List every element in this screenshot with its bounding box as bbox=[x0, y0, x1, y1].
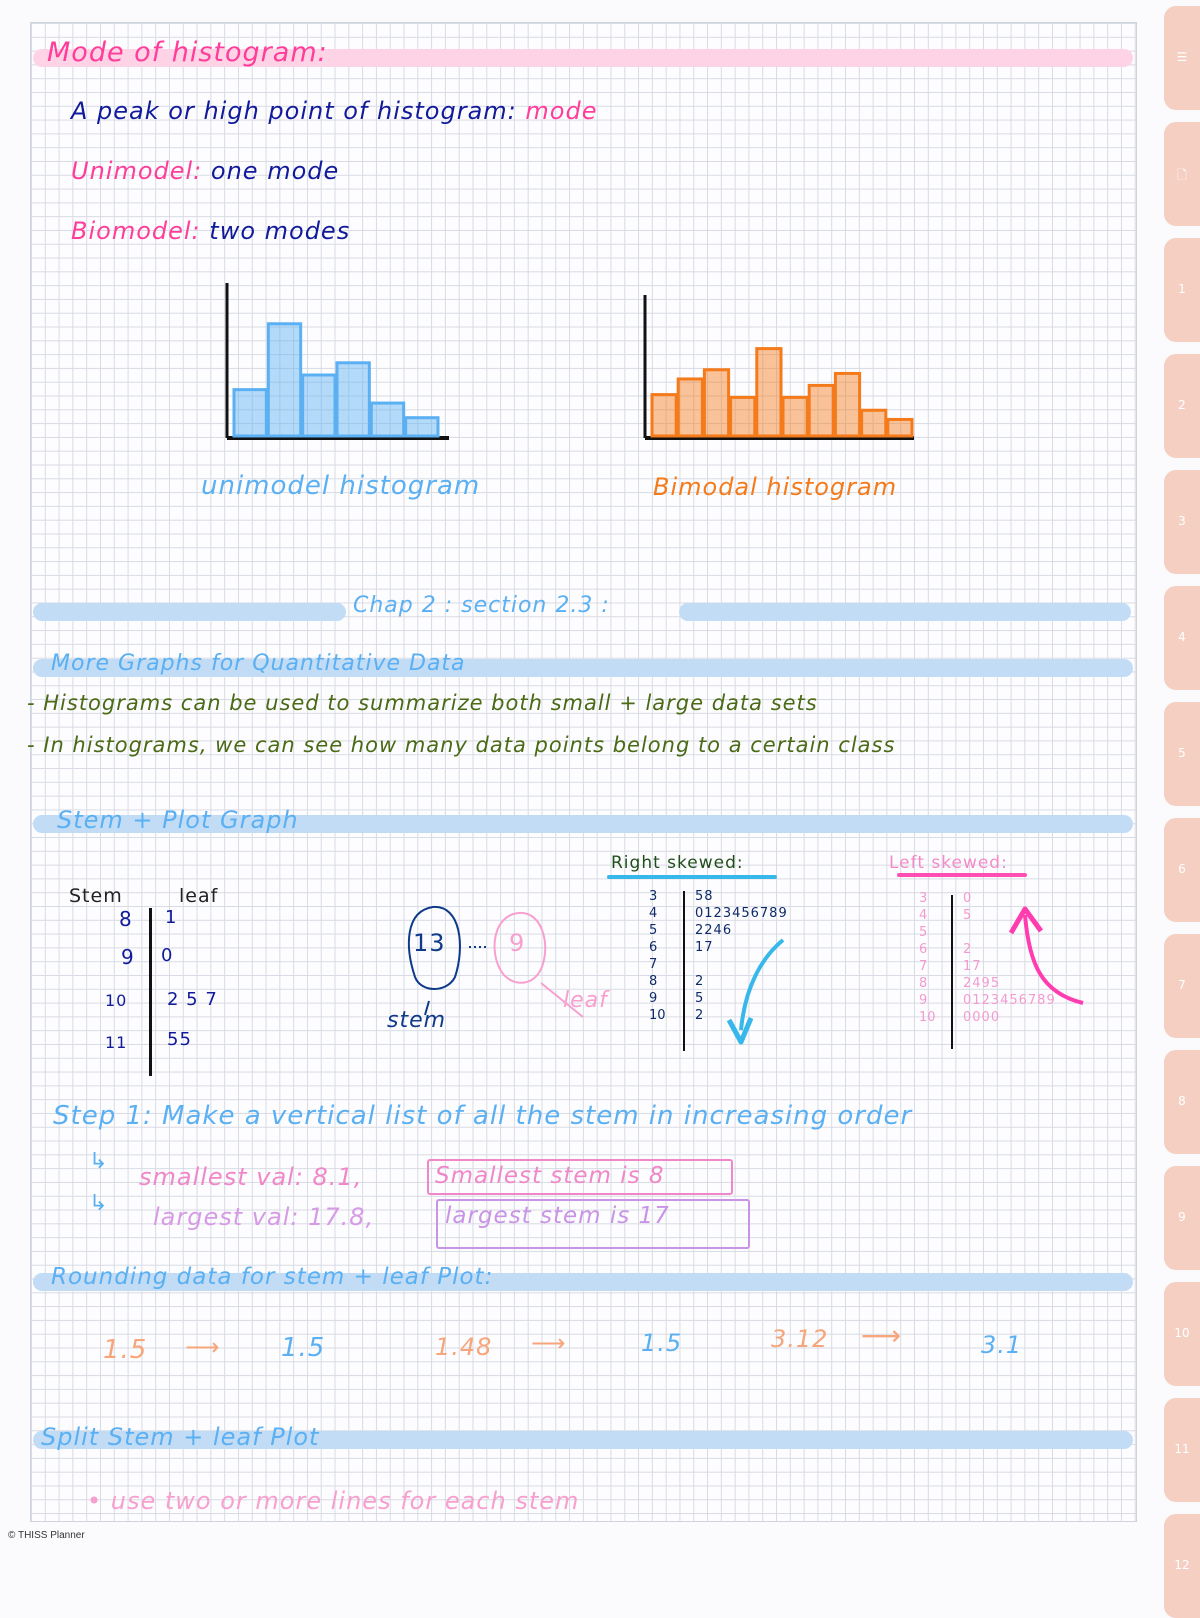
month-tab-2[interactable] bbox=[1164, 354, 1200, 458]
example-stem: 13 bbox=[413, 929, 446, 957]
tab-label: 12 bbox=[1174, 1558, 1190, 1572]
tab-label: 3 bbox=[1178, 514, 1186, 528]
split-heading: Split Stem + leaf Plot bbox=[41, 1423, 320, 1451]
bullet-term: mode bbox=[525, 97, 598, 125]
stem-cell: 8 bbox=[919, 976, 928, 991]
stem-cell: 6 bbox=[649, 940, 658, 955]
bullet-text: one mode bbox=[210, 157, 340, 185]
leaf-cell: 0 bbox=[161, 945, 174, 966]
leaf-cell: 2495 bbox=[963, 976, 1001, 991]
smallest-stem: Smallest stem is 8 bbox=[435, 1163, 665, 1189]
histogram-bar bbox=[862, 410, 886, 436]
rounding-heading: Rounding data for stem + leaf Plot: bbox=[51, 1264, 494, 1290]
histogram-bar bbox=[704, 370, 728, 436]
section-title: Chap 2 : section 2.3 : bbox=[353, 593, 610, 618]
leaf-cell: 55 bbox=[167, 1029, 192, 1050]
stem-cell: 10 bbox=[649, 1008, 666, 1023]
month-tab-12[interactable] bbox=[1164, 1514, 1200, 1618]
stem-divider bbox=[149, 908, 152, 1076]
right-skewed-divider bbox=[683, 891, 685, 1051]
round-from: 1.48 bbox=[435, 1333, 493, 1361]
notebook-page bbox=[27, 22, 1137, 1522]
leaf-cell: 5 bbox=[695, 991, 705, 1006]
histogram-bar bbox=[809, 385, 833, 436]
month-tab-11[interactable] bbox=[1164, 1398, 1200, 1502]
largest-stem: largest stem is 17 bbox=[445, 1203, 670, 1229]
histogram-bar bbox=[757, 349, 781, 436]
note-line-2: - In histograms, we can see how many data points belong to a certain class bbox=[27, 733, 896, 757]
arrow-glyph: ↳ bbox=[89, 1149, 109, 1174]
histogram-bar bbox=[652, 395, 676, 436]
tab-label: 1 bbox=[1178, 282, 1186, 296]
section-bar-left bbox=[33, 603, 346, 621]
stem-cell: 10 bbox=[105, 991, 128, 1010]
stem-cell: 11 bbox=[105, 1033, 128, 1052]
page-title: Mode of histogram: bbox=[47, 37, 328, 68]
month-tab-5[interactable] bbox=[1164, 702, 1200, 806]
round-arrow: ⟶ bbox=[531, 1329, 567, 1357]
leaf-cell: 2 5 7 bbox=[167, 989, 218, 1010]
tab-label: 8 bbox=[1178, 1094, 1186, 1108]
left-skewed-title: Left skewed: bbox=[889, 853, 1008, 873]
stem-cell: 9 bbox=[649, 991, 658, 1006]
histogram-bar bbox=[268, 324, 300, 436]
tab-label: 6 bbox=[1178, 862, 1186, 876]
menu-icon: ☰ bbox=[1176, 50, 1188, 64]
leaf-cell: 0 bbox=[963, 891, 973, 906]
histogram-bar bbox=[731, 397, 755, 436]
tab-label: 4 bbox=[1178, 630, 1186, 644]
bullet-term: Biomodel: bbox=[71, 217, 201, 245]
histogram-bar bbox=[337, 363, 369, 436]
example-leaf: 9 bbox=[509, 929, 526, 957]
round-arrow: ⟶ bbox=[861, 1319, 903, 1352]
round-to: 3.1 bbox=[981, 1331, 1023, 1359]
stem-cell: 6 bbox=[919, 942, 928, 957]
tab-label: 5 bbox=[1178, 746, 1186, 760]
leaf-cell: 0123456789 bbox=[963, 993, 1056, 1008]
bullet-term: Unimodel: bbox=[71, 157, 203, 185]
largest-val: largest val: 17.8, bbox=[153, 1203, 375, 1231]
stem-plot-heading: Stem + Plot Graph bbox=[57, 806, 299, 834]
stem-cell: 4 bbox=[919, 908, 928, 923]
leaf-cell: 2 bbox=[963, 942, 973, 957]
bullet-biomodel bbox=[71, 217, 350, 245]
bimodal-histogram bbox=[629, 293, 919, 448]
smallest-val: smallest val: 8.1, bbox=[139, 1163, 363, 1191]
notes-tab[interactable] bbox=[1164, 122, 1200, 226]
left-skew-arrow bbox=[1001, 903, 1091, 1013]
right-skew-arrow bbox=[721, 938, 791, 1048]
stem-cell: 9 bbox=[121, 945, 135, 969]
right-skewed-underline bbox=[607, 875, 777, 879]
histogram-bar bbox=[234, 390, 266, 436]
planner-tabs bbox=[1160, 0, 1200, 1572]
stem-cell: 5 bbox=[919, 925, 928, 940]
histogram-bar bbox=[303, 375, 335, 436]
month-tab-4[interactable] bbox=[1164, 586, 1200, 690]
tab-label: 9 bbox=[1178, 1210, 1186, 1224]
stem-cell: 3 bbox=[919, 891, 928, 906]
leaf-cell: 5 bbox=[963, 908, 973, 923]
stem-cell: 8 bbox=[649, 974, 658, 989]
more-graphs-heading: More Graphs for Quantitative Data bbox=[51, 651, 466, 676]
month-tab-9[interactable] bbox=[1164, 1166, 1200, 1270]
histogram-bar bbox=[888, 419, 912, 436]
step1-text: Step 1: Make a vertical list of all the stem in increasing order bbox=[53, 1101, 913, 1131]
round-arrow: ⟶ bbox=[185, 1333, 221, 1361]
stem-cell: 4 bbox=[649, 906, 658, 921]
month-tab-10[interactable] bbox=[1164, 1282, 1200, 1386]
round-to: 1.5 bbox=[641, 1329, 683, 1357]
histogram-bar bbox=[371, 403, 403, 436]
stem-cell: 10 bbox=[919, 1010, 936, 1025]
round-from: 1.5 bbox=[103, 1335, 148, 1365]
document-icon: 🗋 bbox=[1177, 168, 1187, 182]
histogram-bar bbox=[678, 379, 702, 436]
leaf-label: leaf bbox=[563, 988, 608, 1013]
unimodal-histogram bbox=[211, 278, 451, 448]
bullet-mode bbox=[71, 97, 597, 125]
section-bar-right bbox=[679, 603, 1131, 621]
histogram-bar bbox=[835, 373, 859, 436]
round-to: 1.5 bbox=[281, 1333, 326, 1363]
leaf-cell: 0000 bbox=[963, 1010, 1001, 1025]
bullet-text: two modes bbox=[209, 217, 351, 245]
col-stem-header: Stem bbox=[69, 885, 123, 907]
month-tab-3[interactable] bbox=[1164, 470, 1200, 574]
bullet-unimodel bbox=[71, 157, 339, 185]
leaf-cell: 2 bbox=[695, 974, 705, 989]
month-tab-7[interactable] bbox=[1164, 934, 1200, 1038]
stem-cell: 8 bbox=[119, 907, 133, 931]
histogram-bar bbox=[783, 397, 807, 436]
month-tab-6[interactable] bbox=[1164, 818, 1200, 922]
leaf-cell: 2246 bbox=[695, 923, 733, 938]
leaf-cell: 1 bbox=[165, 907, 178, 928]
left-skewed-underline bbox=[897, 873, 1027, 877]
leaf-cell: 2 bbox=[695, 1008, 705, 1023]
tab-label: 7 bbox=[1178, 978, 1186, 992]
stem-cell: 7 bbox=[919, 959, 928, 974]
tab-label: 2 bbox=[1178, 398, 1186, 412]
split-bullet: • use two or more lines for each stem bbox=[87, 1487, 580, 1515]
month-tab-8[interactable] bbox=[1164, 1050, 1200, 1154]
leaf-cell: 17 bbox=[695, 940, 714, 955]
right-skewed-title: Right skewed: bbox=[611, 853, 744, 873]
month-tab-1[interactable] bbox=[1164, 238, 1200, 342]
leaf-cell: 17 bbox=[963, 959, 982, 974]
arrow-glyph: ↳ bbox=[89, 1191, 109, 1216]
tab-label: 10 bbox=[1174, 1326, 1190, 1340]
round-from: 3.12 bbox=[771, 1325, 829, 1353]
stem-cell: 9 bbox=[919, 993, 928, 1008]
footer-copyright: © THISS Planner bbox=[8, 1530, 85, 1541]
note-line-1: - Histograms can be used to summarize both small + large data sets bbox=[27, 691, 818, 715]
stem-cell: 7 bbox=[649, 957, 658, 972]
histogram-bar bbox=[406, 418, 438, 436]
bullet-text: A peak or high point of histogram: bbox=[71, 97, 517, 125]
menu-tab[interactable] bbox=[1164, 6, 1200, 110]
stem-cell: 3 bbox=[649, 889, 658, 904]
stem-label: stem bbox=[387, 1008, 447, 1033]
left-skewed-divider bbox=[951, 895, 953, 1049]
leaf-cell: 0123456789 bbox=[695, 906, 788, 921]
col-leaf-header: leaf bbox=[179, 885, 219, 907]
bimodal-label: Bimodal histogram bbox=[653, 473, 898, 501]
tab-label: 11 bbox=[1174, 1442, 1190, 1456]
leaf-cell: 58 bbox=[695, 889, 714, 904]
stem-cell: 5 bbox=[649, 923, 658, 938]
unimodal-label: unimodel histogram bbox=[201, 471, 481, 501]
